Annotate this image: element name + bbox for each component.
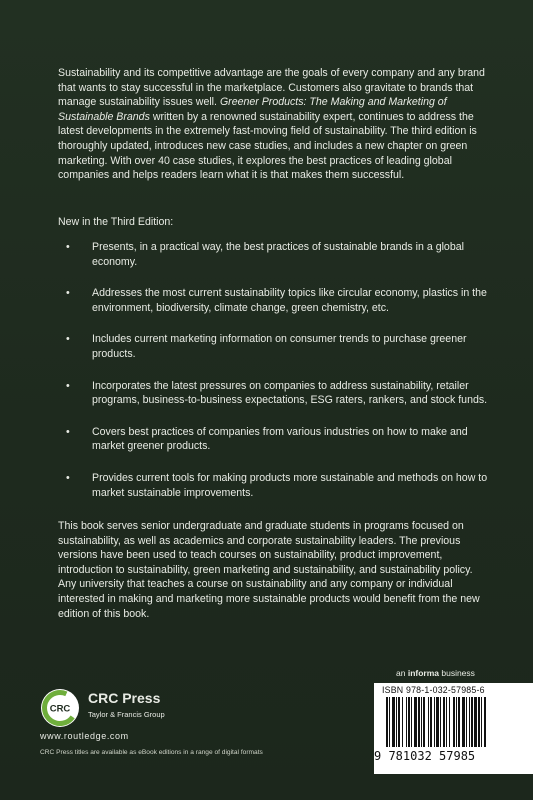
logo-text: CRC <box>49 703 71 715</box>
list-item <box>58 332 490 361</box>
bullet-icon: • <box>66 379 70 392</box>
list-item <box>58 240 490 269</box>
intro-text-2: written by a renowned sustainability expert, continues to address the latest developments in the extremely fast-moving field of sustainability. The third edition is thoroughly updated, introduces new case studies, and includes a new chapter on green marketing. With over 40 case studies, it explores the best practices of leading global companies and helps readers learn what it is that makes them successful. <box>58 110 477 182</box>
publisher-name: CRC Press <box>88 690 161 706</box>
list-item-text: Provides current tools for making products more sustainable and methods on how to market sustainable improvements. <box>92 471 488 499</box>
informa-prefix: an <box>396 668 408 678</box>
intro-text-1: Sustainability and its competitive advantage are the goals of every company and any brand that wants to stay successful in the marketplace. Customers also gravitate to brands that manage sustainability issues well. <box>58 67 485 109</box>
new-features-list <box>58 240 490 517</box>
list-item <box>58 379 490 408</box>
crc-logo-icon <box>40 688 80 728</box>
list-item-text: Covers best practices of companies from various industries on how to make and market greener products. <box>92 425 468 453</box>
informa-tagline <box>396 668 475 678</box>
bullet-icon: • <box>66 287 70 300</box>
barcode-panel <box>374 683 533 774</box>
audience-paragraph: This book serves senior undergraduate and graduate students in programs focused on sustainability, as well as academics and corporate sustainability leaders. The previous versions have been used to teach courses on sustainability, product improvement, introduction to sustainability, green marketing and sustainability, and sustainability policy. Any university that teaches a course on sustainability and any company or individual interested in making and marketing more sustainable products would benefit from the new edition of this book. <box>58 520 480 620</box>
informa-bold: informa <box>407 668 439 678</box>
isbn-label: ISBN 978-1-032-57985-6 <box>382 685 485 695</box>
list-item-text: Addresses the most current sustainability topics like circular economy, plastics in the environment, biodiversity, climate change, green chemistry, etc. <box>92 287 487 314</box>
barcode-digits: 9 781032 57985 <box>374 749 476 763</box>
publisher-group: Taylor & Francis Group <box>88 710 165 719</box>
intro-paragraph <box>58 66 490 183</box>
bullet-icon: • <box>66 241 70 253</box>
list-item <box>58 425 490 454</box>
book-title-italic: Greener Products: The Making and Marketing of Sustainable Brands <box>58 96 447 123</box>
list-item <box>58 286 490 315</box>
bullet-icon: • <box>66 333 70 346</box>
list-item-text: Incorporates the latest pressures on companies to address sustainability, retailer programs, business-to-business expectations, ESG raters, rankers, and stock funds. <box>92 379 488 407</box>
list-item-text: Presents, in a practical way, the best practices of sustainable brands in a global economy. <box>92 241 464 268</box>
list-item-text: Includes current marketing information on consumer trends to purchase greener products. <box>92 333 467 360</box>
ebook-availability-note: CRC Press titles are available as eBook editions in a range of digital formats <box>40 749 263 756</box>
new-edition-heading: New in the Third Edition: <box>58 216 174 228</box>
list-item <box>58 471 490 500</box>
publisher-url[interactable]: www.routledge.com <box>40 731 129 741</box>
informa-suffix: business <box>439 668 475 678</box>
bullet-icon: • <box>66 425 70 438</box>
bullet-icon: • <box>66 471 70 484</box>
